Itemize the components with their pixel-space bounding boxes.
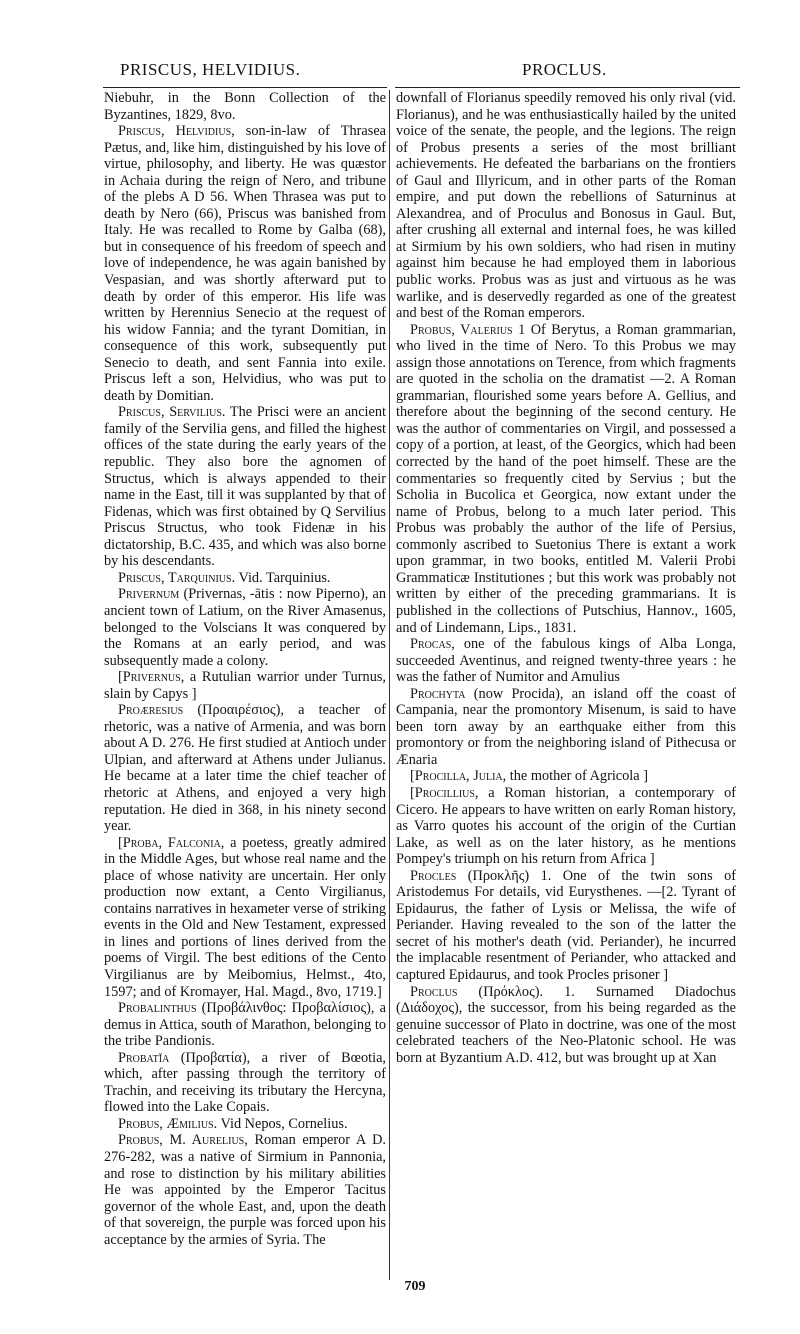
dictionary-entry: [396, 785, 736, 868]
entry-text: a poetess, greatly admired in the Middle Ages, but whose real name and the place of whose nativity are uncertain. Her only production now extant, a Cento Virgilianus, contains narratives in hexameter verse of striking events in the Old and New Testament, expressed in lines and portions of lines derived from the poems of Virgil. The best editions of the Cento Virgilianus are by Meibomius, Helmst., 4to, 1597; and of Kromayer, Hal. Magd., 8vo, 1719.]: [104, 834, 386, 1000]
dictionary-entry: [104, 835, 386, 1000]
running-head: [0, 60, 800, 86]
running-head-right: PROCLUS.: [522, 60, 607, 79]
dictionary-entry: [104, 90, 386, 123]
dictionary-entry: [396, 686, 736, 769]
entry-text: (Privernas, -ātis : now Piperno), an ancient town of Latium, on the River Amasenus, belonged to the Volscians It was conquered by the Romans at an early period, and was subsequently made a colony.: [104, 586, 386, 669]
entry-headword: Procas,: [410, 636, 455, 653]
dictionary-entry: [396, 322, 736, 636]
entry-headword: [Proba, Falconia,: [118, 834, 225, 851]
entry-headword: Priscus, Helvidius,: [118, 123, 235, 140]
entry-text: Vid Nepos, Cornelius.: [217, 1115, 348, 1132]
entry-text: Vid. Tarquinius.: [235, 569, 331, 586]
dictionary-entry: [104, 570, 386, 587]
entry-text: son-in-law of Thrasea Pætus, and, like him, distinguished by his love of virtue, philosophy, and liberty. He was quæstor in Achaia during the reign of Nero, and tribune of the plebs A D 56. When Thrasea was put to death by Nero (66), Priscus was banished from Italy. He was recalled to Rome by Galba (68), but in consequence of his freedom of speech and love of independence, he was again banished by Vespasian, and was shortly afterward put to death by order of this emperor. His life was written by Herennius Senecio at the request of his widow Fannia; and the tyrant Domitian, in consequence of this work, subsequently put Senecio to death, and sent Fannia into exile. Priscus left a son, Helvidius, who was put to death by Domitian.: [104, 123, 386, 404]
entry-headword: [Privernus,: [118, 669, 185, 686]
dictionary-entry: [104, 586, 386, 669]
entry-text: a Rutulian warrior under Turnus, slain by Capys ]: [104, 669, 386, 702]
entry-text: (Πρόκλος). 1. Surnamed Diadochus (Διάδοχος), the successor, from his being regarded as the genuine successor of Plato in doctrine, was one of the most celebrated teachers of the Neo-Platonic school. He was born at Byzantium A.D. 412, but was brought up at Xan: [396, 983, 736, 1066]
entry-text: The Prisci were an ancient family of the Servilia gens, and filled the highest offices of the state during the early years of the republic. They also bore the agnomen of Structus, which is always appended to their name in the East, till it was supplanted by that of Fidenas, which was first obtained by Q Servilius Priscus Structus, who took Fidenæ in his dictatorship, B.C. 435, and which was also borne by his descendants.: [104, 404, 386, 570]
dictionary-entry: [104, 1050, 386, 1116]
dictionary-entry: [396, 90, 736, 322]
dictionary-entry: [104, 1132, 386, 1248]
header-rule-right: [395, 87, 740, 88]
dictionary-entry: [396, 768, 736, 785]
entry-headword: Probalinthus: [118, 1000, 197, 1017]
entry-headword: Probus, Valerius: [410, 321, 513, 338]
left-column: [104, 90, 386, 1295]
page-number: 709: [404, 1279, 426, 1294]
entry-text: (now Procida), an island off the coast of Campania, near the promontory Misenum, is said to have been torn away by an earthquake either from this promontory or from the neighboring island of Pithecusa or Ænaria: [396, 685, 736, 768]
entry-headword: Proclus: [410, 983, 458, 1000]
dictionary-entry: [104, 404, 386, 569]
entry-headword: Priscus, Servilius.: [118, 404, 226, 421]
header-rule-left: [103, 87, 387, 88]
entry-headword: Proæresius: [118, 702, 184, 719]
entry-headword: Probus, Æmilius.: [118, 1115, 218, 1132]
entry-headword: Priscus, Tarquinius.: [118, 569, 236, 586]
dictionary-entry: [104, 123, 386, 404]
right-column: [396, 90, 736, 1295]
dictionary-entry: [396, 984, 736, 1067]
entry-headword: Procles: [410, 867, 457, 884]
entry-text: one of the fabulous kings of Alba Longa, succeeded Aventinus, and reigned twenty-three years : he was the father of Numitor and Amulius: [396, 636, 736, 686]
dictionary-entry: [104, 1116, 386, 1133]
running-head-left: PRISCUS, HELVIDIUS.: [120, 60, 301, 79]
entry-headword: Probatĭa: [118, 1049, 170, 1066]
entry-headword: [Procillius,: [410, 784, 479, 801]
dictionary-entry: [104, 669, 386, 702]
dictionary-entry: [104, 702, 386, 834]
entry-headword: [Procilla, Julia,: [410, 768, 507, 785]
entry-text: downfall of Florianus speedily removed his only rival (vid. Florianus), and he was enthusiastically hailed by the united voice of the senate, the people, and the legions. The reign of Probus presents a series of the most brilliant achievements. He defeated the barbarians on the frontiers of Gaul and Illyricum, and in other parts of the Roman empire, and put down the rebellions of Saturninus at Alexandrea, and of Proculus and Bonosus in Gaul. But, after crushing all external and internal foes, he was killed at Sirmium by his own soldiers, who had risen in mutiny against him because he had employed them in laborious public works. Probus was as just and virtuous as he was warlike, and is deservedly regarded as one of the greatest and best of the Roman emperors.: [396, 90, 736, 322]
entry-text: a Roman historian, a contemporary of Cicero. He appears to have written on early Roman history, as Varro quotes his account of the origin of the Curtian Lake, as well as on the later history, as he mentions Pompey's triumph on his return from Africa ]: [396, 784, 736, 868]
dictionary-entry: [104, 1000, 386, 1050]
column-divider: [389, 90, 390, 1280]
entry-text: (Προαιρέσιος), a teacher of rhetoric, was a native of Armenia, and was born about A D. 276. He first studied at Antioch under Ulpian, and afterward at Athens under Julianus. He became at a later time the chief teacher of rhetoric at Athens, and enjoyed a very high reputation. He died in 368, in his ninety second year.: [104, 702, 386, 835]
entry-text: (Προκλῆς) 1. One of the twin sons of Aristodemus For details, vid Eurysthenes. —[2. Tyrant of Epidaurus, the father of Lysis or Melissa, the wife of Periander. Having revealed to the son of the latter the secret of his mother's death (vid. Periander), he incurred the implacable resentment of Periander, who attacked and captured Epidaurus, and took Procles prisoner ]: [396, 867, 736, 983]
entry-text: Roman emperor A D. 276-282, was a native of Sirmium in Pannonia, and rose to distinction by his military abilities He was appointed by the Emperor Tacitus governor of the whole East, and, upon the death of that sovereign, the purple was forced upon his acceptance by the armies of Syria. The: [104, 1132, 386, 1248]
entry-text: Niebuhr, in the Bonn Collection of the Byzantines, 1829, 8vo.: [104, 90, 386, 123]
entry-text: (Προβάλινθος: Προβαλίσιος), a demus in Attica, south of Marathon, belonging to the tribe Pandionis.: [104, 1000, 386, 1050]
entry-headword: Privernum: [118, 586, 180, 603]
entry-text: (Προβατία), a river of Bœotia, which, after passing through the territory of Trachin, and receiving its tributary the Hercyna, flowed into the Lake Copais.: [104, 1049, 386, 1116]
entry-headword: Prochyta: [410, 685, 466, 702]
dictionary-entry: [396, 636, 736, 686]
dictionary-entry: [396, 868, 736, 984]
entry-text: the mother of Agricola ]: [506, 768, 648, 785]
entry-headword: Probus, M. Aurelius,: [118, 1132, 248, 1149]
entry-text: 1 Of Berytus, a Roman grammarian, who lived in the time of Nero. To this Probus we may assign those annotations on Terence, from which fragments are quoted in the scholia on the dramatist —2. A Roman grammarian, flourished some years before A. Gellius, and therefore about the beginning of the second century. He was the author of commentaries on Virgil, and possessed a copy of a portion, at least, of the Georgics, which had been corrected by the hand of the poet himself. These are the commentaries so frequently cited by Servius ; but the Scholia in Bucolica et Georgica, now extant under the name of Probus, belong to a much later period. This Probus was probably the author of the life of Persius, commonly ascribed to Suetonius There is extant a work upon grammar, in two books, entitled M. Valerii Probi Grammaticæ Institutiones ; but this work was probably not written by either of the preceding grammarians. It is published in the collections of Putschius, Hannov., 1605, and of Lindemann, Lips., 1831.: [396, 321, 736, 636]
